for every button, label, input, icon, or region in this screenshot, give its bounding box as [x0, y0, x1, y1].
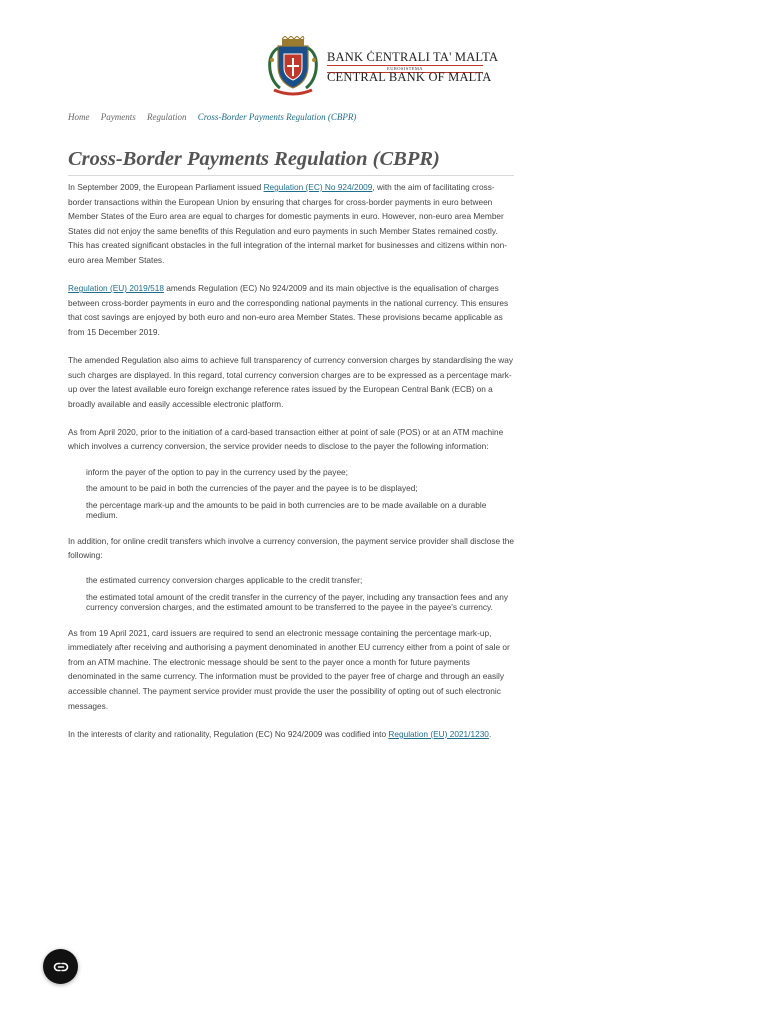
paragraph-text: amends Regulation (EC) No 924/2009 and its main objective is the equalisation of charges between cross-border payments in euro and the corresponding national payments in the national currency. This ensures that cost savings are enjoyed by both euro and non-euro area Member States. These provisions became applicable as from 15 December 2019. [68, 283, 509, 337]
article-body [68, 180, 514, 755]
paragraph-amendment [68, 281, 514, 339]
cookie-settings-button[interactable] [43, 949, 78, 984]
list-item: the estimated currency conversion charges applicable to the credit transfer; [86, 575, 363, 586]
regulation-2019-518-link[interactable]: Regulation (EU) 2019/518 [68, 283, 164, 294]
paragraph-text: , with the aim of facilitating cross-border transactions within the European Union by ensuring that charges for cross-border payments in euro between Member States of the Euro area are equal to charges for domestic payments in euro. However, non-euro area Member States did not enjoy the same benefits of this Regulation and euro payments in such Member States remained costly. This has created significant obstacles in the full integration of the internal market for businesses and citizens within non-euro area Member States. [68, 182, 508, 265]
breadcrumb-regulation[interactable]: Regulation [147, 112, 187, 122]
breadcrumb-home[interactable]: Home [68, 112, 90, 122]
breadcrumb-current: Cross-Border Payments Regulation (CBPR) [197, 112, 357, 122]
bank-name-english: CENTRAL BANK OF MALTA [327, 70, 492, 84]
list-item: inform the payer of the option to pay in the currency used by the payee; [86, 466, 348, 477]
list-item: the amount to be paid in both the currencies of the payer and the payee is to be displayed; [86, 483, 418, 493]
paragraph-intro [68, 180, 514, 268]
regulation-924-2009-link[interactable]: Regulation (EC) No 924/2009 [263, 182, 373, 192]
breadcrumb [68, 112, 365, 122]
bank-name-maltese: BANK ĊENTRALI TA' MALTA [327, 50, 499, 64]
list-item: the percentage mark-up and the amounts to be paid in both currencies are to be made available on a durable medium. [86, 499, 487, 520]
breadcrumb-payments[interactable]: Payments [100, 112, 136, 122]
cookie-settings-icon [53, 959, 69, 975]
paragraph-credit-transfers: In addition, for online credit transfers which involve a currency conversion, the payment service provider shall disclose the following: [68, 535, 514, 561]
card-disclosure-list [68, 467, 514, 521]
list-item: the estimated total amount of the credit transfer in the currency of the payer, including any transaction fees and any currency conversion charges, and the estimated amount to be transferred to the payee in the payee's currency. [86, 591, 509, 613]
central-bank-crest-logo[interactable] [266, 36, 320, 96]
paragraph-text: In the interests of clarity and rationality, Regulation (EC) No 924/2009 was codified into [68, 728, 389, 739]
paragraph-text: In September 2009, the European Parliament issued [68, 182, 264, 192]
credit-transfer-disclosure-list [68, 575, 514, 613]
paragraph-transparency: The amended Regulation also aims to achieve full transparency of currency conversion charges by standardising the way such charges are displayed. In this regard, total currency conversion charges are to be expressed as a percentage mark-up over the latest available euro foreign exchange reference rates issued by the European Central Bank (ECB) on a broadly available and easily accessible electronic platform. [68, 354, 514, 409]
paragraph-text: . [488, 728, 492, 739]
paragraph-codification [68, 727, 514, 742]
page-title: Cross-Border Payments Regulation (CBPR) [68, 148, 514, 176]
regulation-2021-1230-link[interactable]: Regulation (EU) 2021/1230 [388, 728, 489, 739]
site-header [266, 36, 499, 96]
paragraph-april-2020: As from April 2020, prior to the initiation of a card-based transaction either at point of sale (POS) or at an ATM machine which involves a currency conversion, the service provider needs to disclose to the payer the following information: [68, 426, 504, 452]
eurosystem-label: EUROSISTEMA [387, 66, 423, 71]
paragraph-april-2021: As from 19 April 2021, card issuers are required to send an electronic message containing the percentage mark-up, immediately after receiving and authorising a payment denominated in another EU currency either from a point of sale or from an ATM machine. The electronic message should be sent to the payer once a month for future payments denominated in the same currency. The information must be provided to the payer free of charge and through an easily accessible channel. The payment service provider must provide the user the possibility of opting out of such electronic messages. [68, 627, 510, 711]
